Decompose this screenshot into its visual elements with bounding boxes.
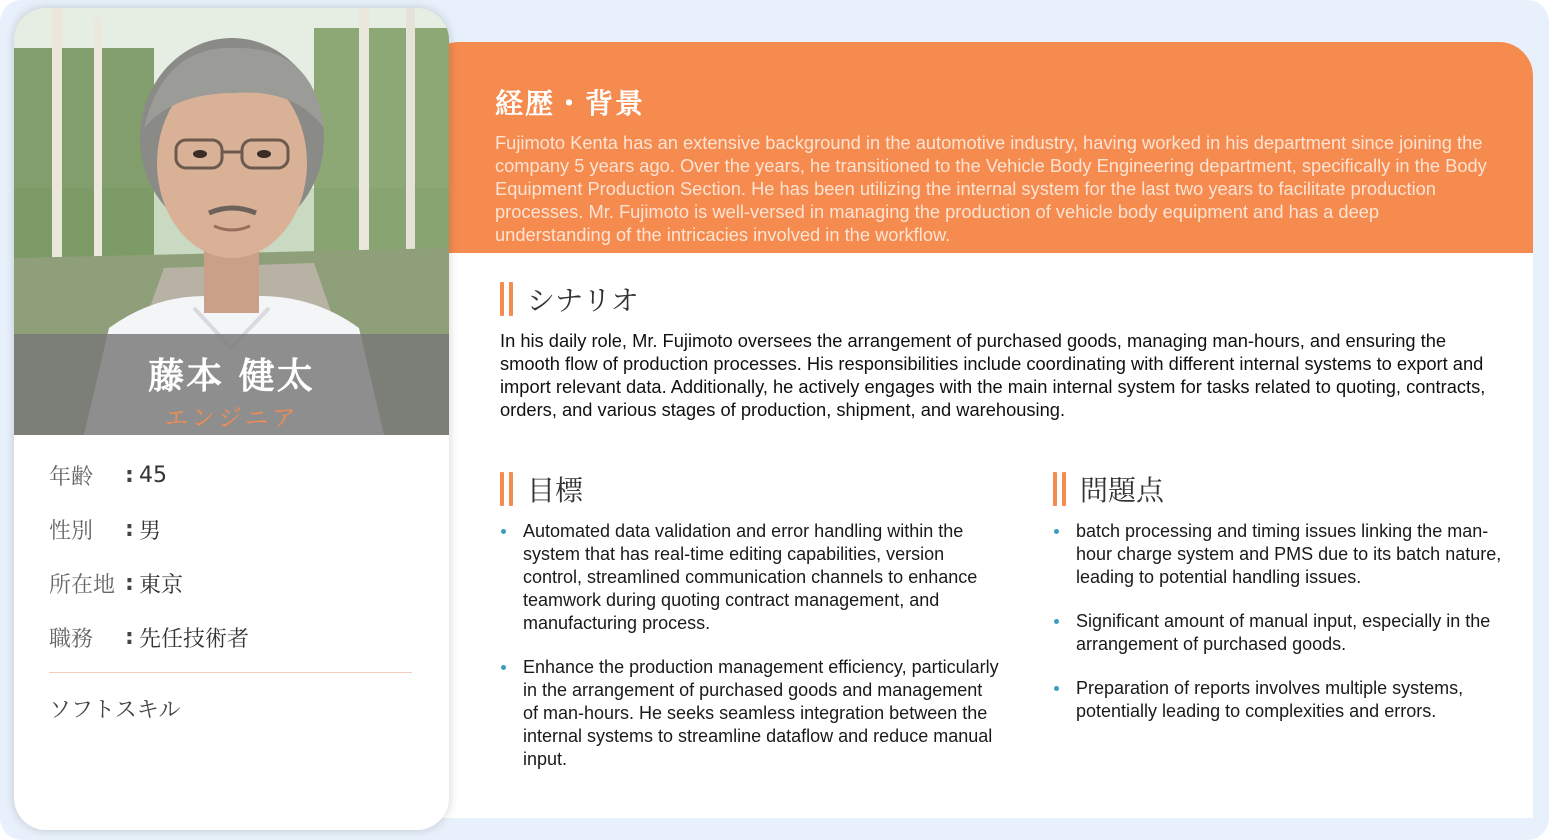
issues-title: 問題点 — [1080, 474, 1165, 507]
background-title: 経歴・背景 — [495, 87, 646, 120]
scenario-header — [500, 279, 639, 319]
info-label: 性別 — [49, 519, 94, 544]
section-marker-icon — [500, 472, 513, 506]
persona-details-card — [425, 42, 1533, 818]
info-value: 男 — [139, 519, 162, 544]
goals-list — [500, 520, 1000, 792]
issue-item: Significant amount of manual input, especially in the arrangement of purchased goods. — [1053, 610, 1523, 656]
info-divider — [49, 672, 412, 673]
section-marker-icon — [500, 282, 513, 316]
info-value: 先任技術者 — [139, 627, 250, 652]
goal-item: Enhance the production management efficiency, particularly in the arrangement of purchased goods and management of man-hours. He seeks seamless integration between the internal systems to streamline dataflow and reduce manual input. — [500, 656, 1000, 771]
background-text: Fujimoto Kenta has an extensive background in the automotive industry, having worked in his department since joining the company 5 years ago. Over the years, he transitioned to the Vehicle Body Engineering department, specifically in the Body Equipment Production Section. He has been utilizing the internal system for the last two years to facilitate production processes. Mr. Fujimoto is well-versed in managing the production of vehicle body equipment and has a deep understanding of the intricacies involved in the workflow. — [495, 132, 1487, 245]
goals-title: 目標 — [527, 474, 584, 507]
info-colon: : — [125, 625, 134, 650]
goal-item: Automated data validation and error handling within the system that has real-time editing capabilities, version control, streamlined communication channels to enhance teamwork during quoting contract management, and manufacturing process. — [500, 520, 1000, 635]
info-colon: : — [125, 517, 134, 542]
person-role: エンジニア — [164, 404, 299, 432]
person-name: 藤本 健太 — [148, 356, 315, 397]
section-marker-icon — [1053, 472, 1066, 506]
info-value: 東京 — [139, 573, 184, 598]
issues-list — [1053, 520, 1523, 744]
info-label: 所在地 — [49, 573, 116, 598]
info-row-position — [49, 622, 249, 653]
soft-skills-label: ソフトスキル — [49, 698, 181, 723]
issue-item: batch processing and timing issues linking the man-hour charge system and PMS due to its batch nature, leading to potential handling issues. — [1053, 520, 1523, 589]
info-row-location — [49, 568, 183, 599]
issues-header — [1053, 469, 1164, 509]
info-row-gender — [49, 514, 161, 545]
info-label: 年齢 — [49, 465, 94, 490]
info-row-age — [49, 460, 167, 491]
background-section — [425, 42, 1533, 253]
issue-item: Preparation of reports involves multiple systems, potentially leading to complexities and errors. — [1053, 677, 1523, 723]
info-colon: : — [125, 463, 134, 488]
goals-header — [500, 469, 583, 509]
info-value: 45 — [139, 463, 167, 488]
profile-card — [14, 8, 449, 830]
scenario-text: In his daily role, Mr. Fujimoto oversees the arrangement of purchased goods, managing man-hours, and ensuring the smooth flow of production processes. His responsibilities include coordinating with different internal systems to export and import relevant data. Additionally, he actively engages with the main internal system for tasks related to quoting, contracts, orders, and various stages of production, shipment, and warehousing. — [500, 330, 1486, 420]
scenario-title: シナリオ — [527, 284, 639, 317]
info-colon: : — [125, 571, 134, 596]
info-label: 職務 — [49, 627, 94, 652]
